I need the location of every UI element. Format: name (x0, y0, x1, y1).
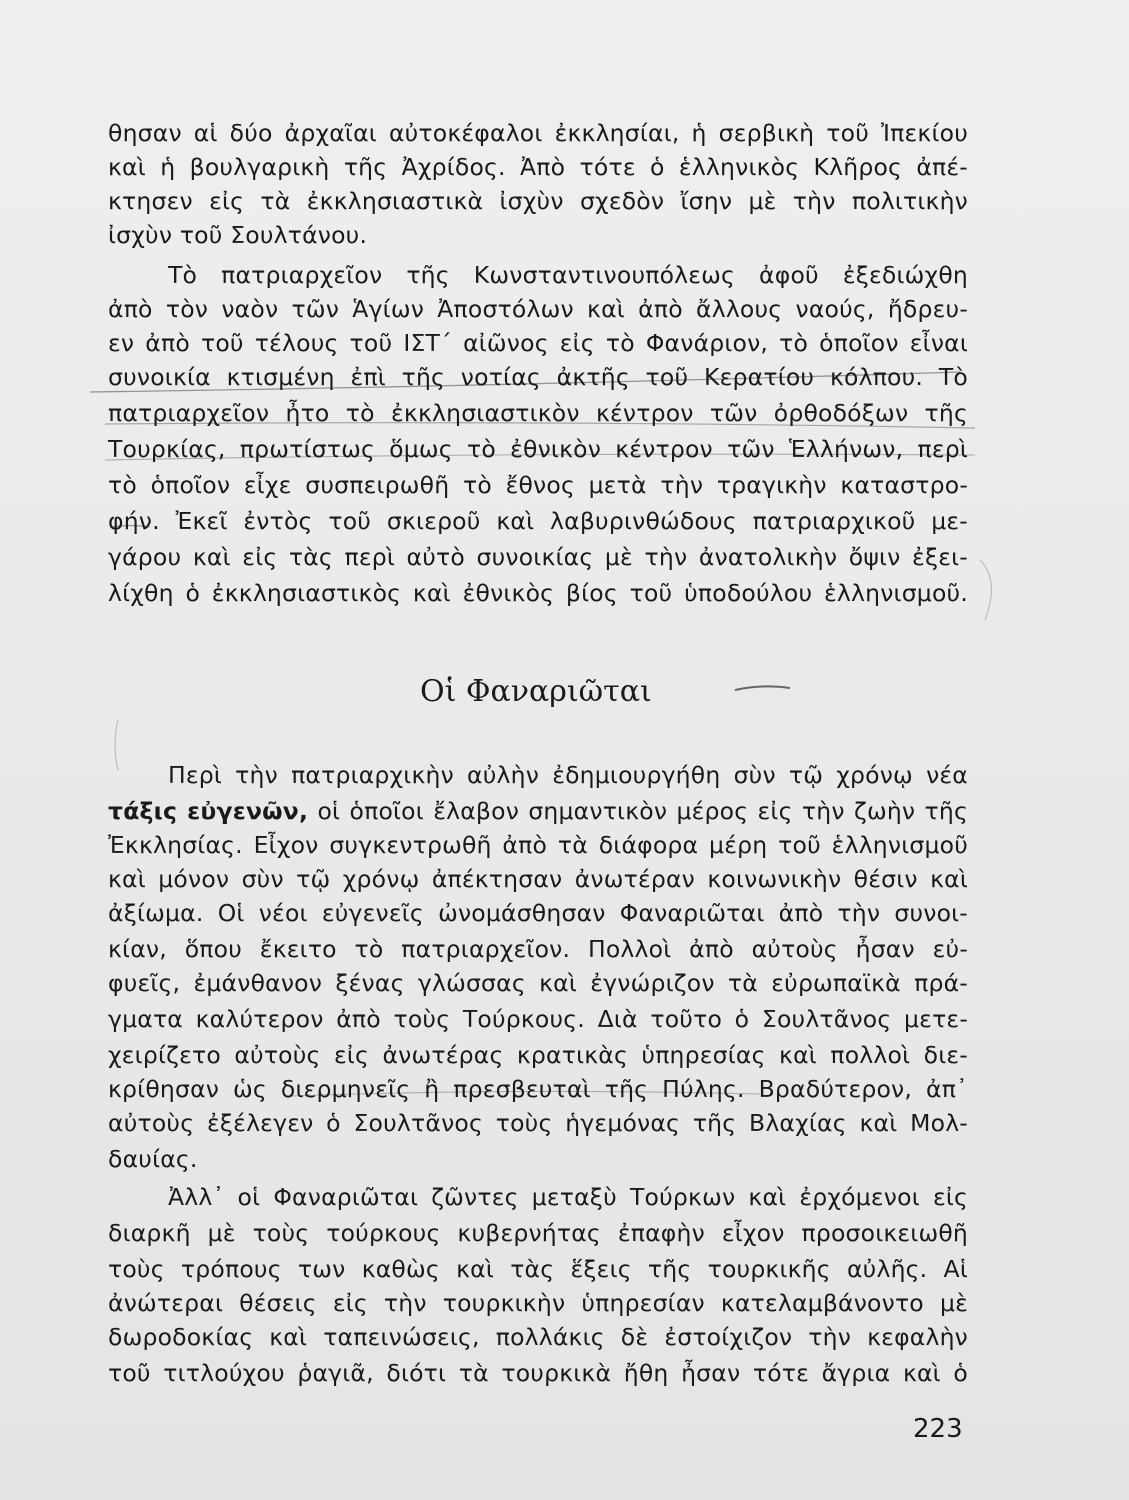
text-line: λίχθη ὁ ἐκκλησιαστικὸς καὶ ἐθνικὸς βίος τοῦ ὑποδούλου ἑλληνισμοῦ. (108, 579, 968, 607)
section-heading: Οἱ Φαναριῶται (420, 674, 652, 709)
text-line: θησαν αἱ δύο ἀρχαῖαι αὐτοκέφαλοι ἐκκλησίαι, ἡ σερβικὴ τοῦ Ἰπεκίου (108, 119, 968, 147)
text-line: τοὺς τρόπους των καθὼς καὶ τὰς ἕξεις τῆς τουρκικῆς αὐλῆς. Αἱ (108, 1255, 968, 1283)
text-line: Ἐκκλησίας. Εἶχον συγκεντρωθῆ ἀπὸ τὰ διάφορα μέρη τοῦ ἑλληνισμοῦ (108, 831, 968, 859)
text-line-with-bold (108, 794, 968, 828)
text-line: καὶ ἡ βουλγαρικὴ τῆς Ἀχρίδος. Ἀπὸ τότε ὁ ἑλληνικὸς Κλῆρος ἀπέ- (108, 153, 968, 181)
bold-term: τάξις εὐγενῶν, (108, 797, 309, 825)
text-line: καὶ μόνον σὺν τῷ χρόνῳ ἀπέκτησαν ἀνωτέραν κοινωνικὴν θέσιν καὶ (108, 865, 968, 893)
text-line: φήν. Ἐκεῖ ἐντὸς τοῦ σκιεροῦ καὶ λαβυρινθώδους πατριαρχικοῦ με- (108, 507, 968, 535)
text-line: Περὶ τὴν πατριαρχικὴν αὐλὴν ἐδημιουργήθη σὺν τῷ χρόνῳ νέα (168, 761, 968, 789)
page-number: 223 (913, 1414, 963, 1444)
text-line: κρίθησαν ὡς διερμηνεῖς ἢ πρεσβευταὶ τῆς Πύλης. Βραδύτερον, ἀπ᾽ (108, 1075, 968, 1103)
text-line: τοῦ τιτλούχου ῥαγιᾶ, διότι τὰ τουρκικὰ ἤθη ἦσαν τότε ἄγρια καὶ ὁ (108, 1359, 968, 1387)
text-line: συνοικία κτισμένη ἐπὶ τῆς νοτίας ἀκτῆς τοῦ Κερατίου κόλπου. Τὸ (108, 363, 968, 391)
text-line: ἰσχὺν τοῦ Σουλτάνου. (108, 221, 368, 249)
text-line: Ἀλλ᾽ οἱ Φαναριῶται ζῶντες μεταξὺ Τούρκων καὶ ἐρχόμενοι εἰς (168, 1183, 968, 1211)
text-line: Τὸ πατριαρχεῖον τῆς Κωνσταντινουπόλεως ἀφοῦ ἐξεδιώχθη (168, 261, 968, 289)
text-line: εν ἀπὸ τοῦ τέλους τοῦ ΙΣΤ΄ αἰῶνος εἰς τὸ Φανάριον, τὸ ὁποῖον εἶναι (108, 329, 968, 357)
text-span: οἱ ὁποῖοι ἔλαβον σημαντικὸν μέρος εἰς τὴν ζωὴν τῆς (308, 797, 968, 825)
text-line: ἀξίωμα. Οἱ νέοι εὐγενεῖς ὠνομάσθησαν Φαναριῶται ἀπὸ τὴν συνοι- (108, 899, 968, 927)
text-line: κίαν, ὅπου ἔκειτο τὸ πατριαρχεῖον. Πολλοὶ ἀπὸ αὐτοὺς ἦσαν εὐ- (108, 935, 968, 963)
text-line: χειρίζετο αὐτοὺς εἰς ἀνωτέρας κρατικὰς ὑπηρεσίας καὶ πολλοὶ διε- (108, 1041, 968, 1069)
text-line: αὐτοὺς ἐξέλεγεν ὁ Σουλτᾶνος τοὺς ἡγεμόνας τῆς Βλαχίας καὶ Μολ- (108, 1109, 968, 1137)
text-line: Τουρκίας, πρωτίστως ὅμως τὸ ἐθνικὸν κέντρον τῶν Ἑλλήνων, περὶ (108, 435, 968, 463)
text-line: κτησεν εἰς τὰ ἐκκλησιαστικὰ ἰσχὺν σχεδὸν ἴσην μὲ τὴν πολιτικὴν (108, 187, 968, 215)
text-line: πατριαρχεῖον ἦτο τὸ ἐκκλησιαστικὸν κέντρον τῶν ὀρθοδόξων τῆς (108, 399, 968, 427)
text-line: γματα καλύτερον ἀπὸ τοὺς Τούρκους. Διὰ τοῦτο ὁ Σουλτᾶνος μετε- (108, 1005, 968, 1033)
text-line: δωροδοκίας καὶ ταπεινώσεις, πολλάκις δὲ ἐστοίχιζον τὴν κεφαλὴν (108, 1323, 968, 1351)
text-line: διαρκῆ μὲ τοὺς τούρκους κυβερνήτας ἐπαφὴν εἶχον προσοικειωθῆ (108, 1219, 968, 1247)
text-line: ἀνώτεραι θέσεις εἰς τὴν τουρκικὴν ὑπηρεσίαν κατελαμβάνοντο μὲ (108, 1289, 968, 1317)
text-line: φυεῖς, ἐμάνθανον ξένας γλώσσας καὶ ἐγνώριζον τὰ εὐρωπαϊκὰ πρά- (108, 969, 968, 997)
text-line: ἀπὸ τὸν ναὸν τῶν Ἁγίων Ἀποστόλων καὶ ἀπὸ ἄλλους ναούς, ἤδρευ- (108, 295, 968, 323)
text-line: γάρου καὶ εἰς τὰς περὶ αὐτὸ συνοικίας μὲ τὴν ἀνατολικὴν ὄψιν ἐξει- (108, 543, 968, 571)
text-line: τὸ ὁποῖον εἶχε συσπειρωθῆ τὸ ἔθνος μετὰ τὴν τραγικὴν καταστρο- (108, 471, 968, 499)
text-line: δαυίας. (108, 1145, 198, 1173)
